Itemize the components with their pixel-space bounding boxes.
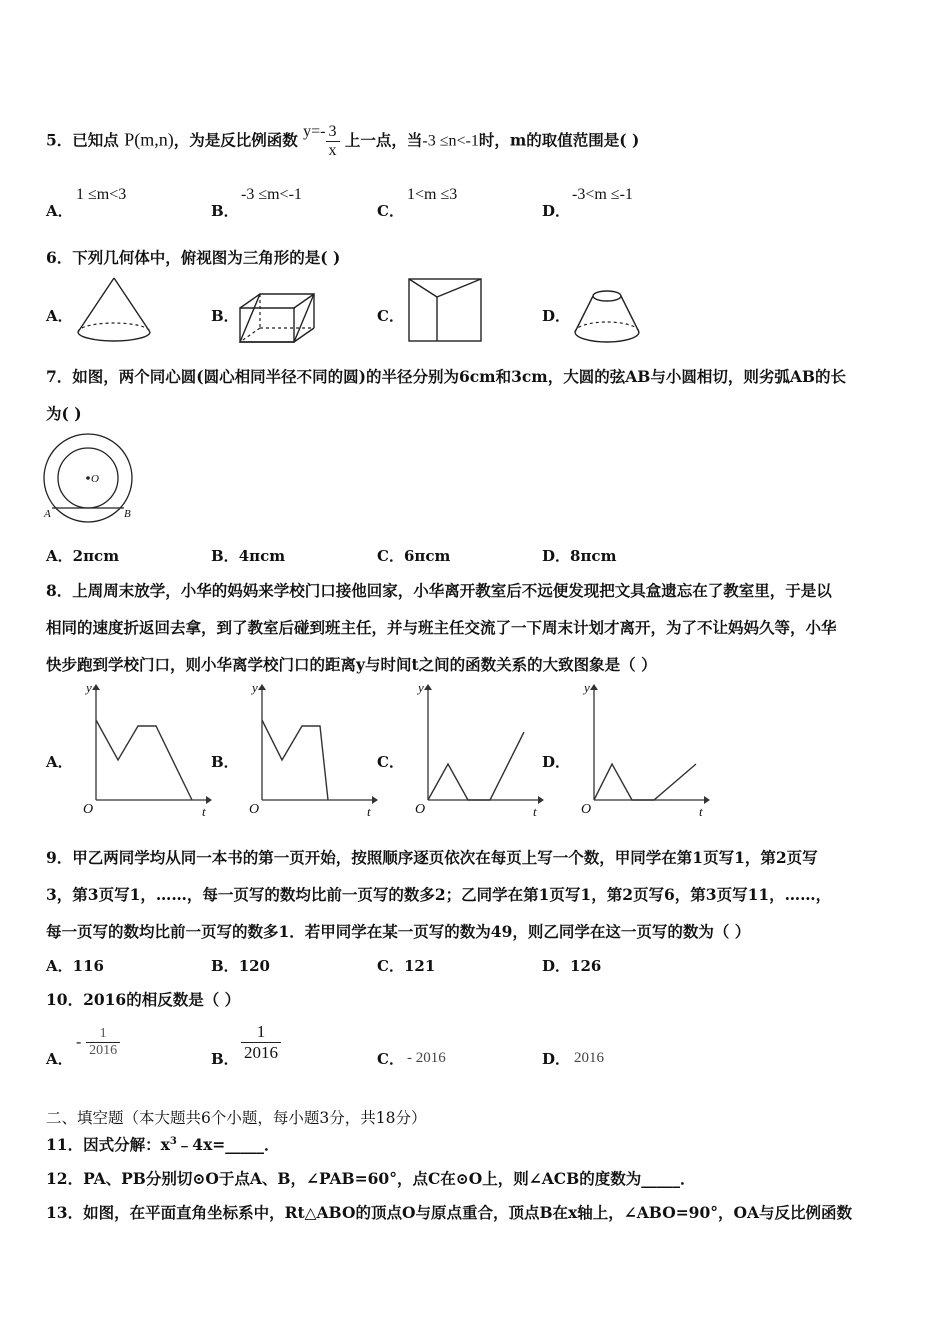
q10-option-d-value: 2016 [574, 1050, 604, 1066]
graph-a-x-label: t [202, 804, 206, 819]
q11-text-a: 11．因式分解：x [46, 1135, 170, 1154]
q7-option-b[interactable] [211, 545, 285, 566]
q8-option-d[interactable]: D． [542, 753, 571, 771]
q8-line-2: 相同的速度折返回去拿，到了教室后碰到班主任，并与班主任交流了一下周末计划才离开，为了不让妈妈久等，小华 [46, 618, 837, 637]
q10-b-den: 2016 [244, 1043, 278, 1062]
graph-b-x-label: t [367, 804, 371, 819]
q10-a-sign: - [76, 1033, 82, 1051]
q10-a-den: 2016 [89, 1043, 118, 1058]
q5-func-lhs: y=- [303, 122, 326, 140]
q10-b-num: 1 [241, 1022, 281, 1043]
cone-icon [74, 276, 154, 346]
q5-text-b: ，为是反比例函数 [173, 130, 298, 150]
q5-option-d-value: -3<m ≤-1 [572, 186, 633, 203]
option-label: B． [211, 202, 239, 220]
q5-func-fraction [326, 123, 340, 160]
q5-text-a: 已知点 [72, 130, 119, 150]
q10-option-c-value: - 2016 [407, 1050, 446, 1066]
q5-condition: -3 ≤n<-1 [422, 132, 479, 150]
q10-a-fraction [86, 1026, 120, 1059]
option-label: A． [46, 547, 73, 565]
graph-b-y-label: y [252, 680, 258, 695]
q8-option-a[interactable]: A． [46, 753, 73, 771]
parallelepiped-icon [238, 290, 318, 346]
q6-option-a[interactable]: A． [46, 307, 73, 325]
graph-c [404, 682, 544, 822]
q5-func-num: 3 [326, 123, 340, 142]
q7-label-o: O [91, 473, 99, 485]
graph-a-y-label: y [86, 680, 92, 695]
q10-option-c[interactable]: C． [377, 1050, 404, 1068]
q10-stem: 10．2016的相反数是（ ） [46, 990, 241, 1009]
q7-line-2: 为( ) [46, 404, 82, 423]
q7-label-b: B [124, 508, 131, 520]
q10-option-b[interactable]: B． [211, 1050, 239, 1068]
q11-line [46, 1133, 280, 1155]
q10-b-fraction [241, 1022, 281, 1063]
q6-option-b[interactable]: B． [211, 307, 239, 325]
q12-line: 12．PA、PB分别切⊙O于点A、B，∠PAB=60°，点C在⊙O上，则∠ACB的度数为_____． [46, 1169, 696, 1188]
option-label: C． [377, 202, 404, 220]
q5-option-c[interactable] [377, 200, 404, 221]
option-label: A． [46, 202, 73, 220]
q7-label-a: A [44, 508, 51, 520]
option-value: 120 [238, 957, 270, 975]
q6-option-d[interactable]: D． [542, 307, 571, 325]
frustum-icon [572, 288, 642, 346]
graph-a-origin-label: O [83, 802, 94, 817]
q8-option-c[interactable]: C． [377, 753, 404, 771]
section-2-heading: 二、填空题（本大题共6个小题，每小题3分，共18分） [46, 1109, 427, 1127]
q5-option-c-value: 1<m ≤3 [407, 186, 458, 203]
option-value: 8πcm [570, 547, 617, 565]
q10-option-a-value [76, 1026, 120, 1059]
option-value: 6πcm [403, 547, 451, 565]
q9-option-d[interactable] [542, 955, 601, 976]
q7-line-1: 7．如图，两个同心圆(圆心相同半径不同的圆)的半径分别为6cm和3cm，大圆的弦AB与小圆相切，则劣弧AB的长 [46, 367, 846, 386]
q5-point: P(m,n) [124, 129, 174, 150]
option-value: 4πcm [238, 547, 286, 565]
graph-b-origin-label: O [249, 802, 260, 817]
q5-option-d[interactable] [542, 200, 570, 221]
q5-option-b-value: -3 ≤m<-1 [241, 186, 302, 203]
q8-line-1: 8．上周周末放学，小华的妈妈来学校门口接他回家，小华离开教室后不远便发现把文具盒遗忘在了教室里，于是以 [46, 581, 832, 600]
option-label: D． [542, 202, 571, 220]
graph-c-x-label: t [533, 804, 537, 819]
q9-line-2: 3，第3页写1，……，每一页写的数均比前一页写的数多2；乙同学在第1页写1，第2页写6，第3页写11，……， [46, 885, 832, 904]
q6-option-c[interactable]: C． [377, 307, 404, 325]
q5-option-a[interactable] [46, 200, 73, 221]
q10-option-a[interactable]: A． [46, 1050, 73, 1068]
option-value: 116 [72, 957, 104, 975]
q7-option-a[interactable] [46, 545, 119, 566]
graph-c-origin-label: O [415, 802, 426, 817]
question-6-stem: 6．下列几何体中，俯视图为三角形的是( ) [46, 248, 341, 267]
option-label: B． [211, 547, 239, 565]
option-value: 2πcm [72, 547, 120, 565]
q7-option-d[interactable] [542, 545, 616, 566]
q9-option-c[interactable] [377, 955, 435, 976]
q9-option-a[interactable] [46, 955, 104, 976]
graph-d-origin-label: O [581, 802, 592, 817]
q5-text-d: 时，m的取值范围是( ) [478, 130, 640, 150]
q7-option-c[interactable] [377, 545, 450, 566]
option-label: D． [542, 957, 571, 975]
q5-number: 5． [46, 130, 73, 150]
q5-option-b[interactable] [211, 200, 239, 221]
q9-option-b[interactable] [211, 955, 270, 976]
q5-func-den: x [328, 142, 337, 159]
q10-option-b-value [241, 1022, 281, 1063]
q5-option-a-value: 1 ≤m<3 [76, 186, 127, 203]
graph-a [72, 682, 212, 822]
option-label: C． [377, 547, 404, 565]
q13-line: 13．如图，在平面直角坐标系中，Rt△ABO的顶点O与原点重合，顶点B在x轴上，∠ABO=90°，OA与反比例函数 [46, 1203, 853, 1222]
graph-c-y-label: y [418, 680, 424, 695]
graph-d [570, 682, 710, 822]
triangular-prism-icon [405, 277, 485, 345]
q11-text-b: ﹣4x=_____． [176, 1135, 280, 1154]
q11-superscript: 3 [169, 1135, 177, 1147]
concentric-circles-figure [42, 434, 137, 526]
option-label: C． [377, 957, 404, 975]
q5-text-c: 上一点，当 [344, 130, 423, 150]
option-label: B． [211, 957, 239, 975]
option-value: 121 [403, 957, 436, 975]
q8-option-b[interactable]: B． [211, 753, 239, 771]
question-5-stem [46, 123, 639, 160]
option-label: A． [46, 957, 73, 975]
graph-d-y-label: y [584, 680, 590, 695]
q9-line-1: 9．甲乙两同学均从同一本书的第一页开始，按照顺序逐页依次在每页上写一个数，甲同学在第1页写1，第2页写 [46, 848, 818, 867]
graph-d-x-label: t [699, 804, 703, 819]
graph-b [238, 682, 378, 822]
q10-option-d[interactable]: D． [542, 1050, 571, 1068]
q10-a-num: 1 [86, 1026, 120, 1043]
q8-line-3: 快步跑到学校门口，则小华离学校门口的距离y与时间t之间的函数关系的大致图象是（ ） [46, 655, 657, 674]
option-value: 126 [570, 957, 602, 975]
q9-line-3: 每一页写的数均比前一页写的数多1．若甲同学在某一页写的数为49，则乙同学在这一页写的数为（ ） [46, 922, 751, 941]
option-label: D． [542, 547, 571, 565]
